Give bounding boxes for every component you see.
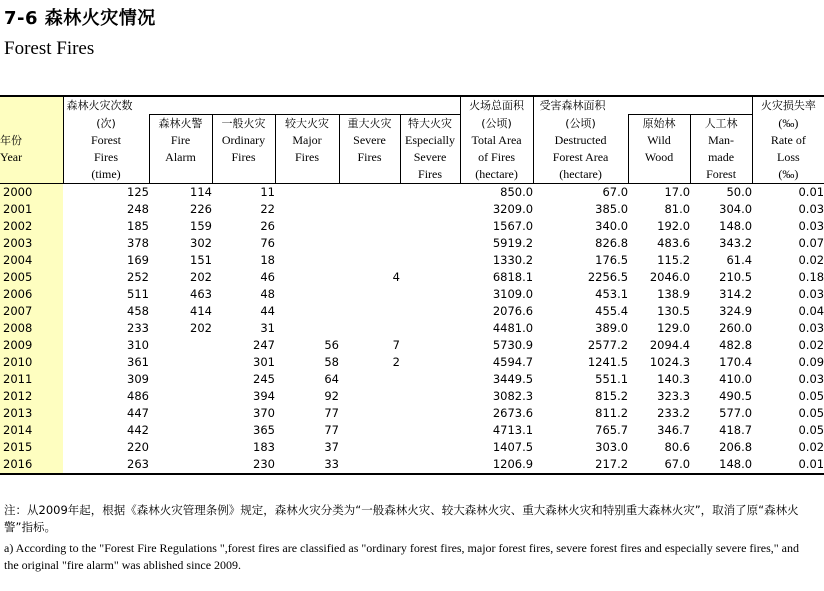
cell-major: 92: [324, 389, 339, 403]
header-alarm-en-2: Alarm: [149, 149, 212, 166]
table-row: [0, 184, 824, 202]
cell-total-area: 3449.5: [492, 372, 534, 386]
header-fires-group: 森林火灾次数: [63, 96, 460, 115]
cell-manmade: 490.5: [719, 389, 753, 403]
cell-total-area: 850.0: [500, 185, 534, 199]
cell-severe: [339, 456, 400, 474]
row-year: 2007: [0, 303, 63, 320]
cell-loss: 0.02: [798, 338, 824, 352]
cell-major: 56: [324, 338, 339, 352]
cell-severe: [339, 320, 400, 337]
cell-wild: 115.2: [657, 253, 691, 267]
cell-especially: [400, 337, 460, 354]
header-fires-en-1: Forest: [63, 132, 149, 149]
cell-fires: 169: [127, 253, 149, 267]
cell-severe: [339, 303, 400, 320]
cell-loss: 0.03: [798, 372, 824, 386]
table-body: [0, 184, 824, 475]
header-loss-en-3: (‰): [752, 166, 824, 184]
cell-loss: 0.03: [798, 321, 824, 335]
page-title-en: Forest Fires: [4, 38, 95, 59]
header-ordinary-en-1: Ordinary: [212, 132, 275, 149]
cell-ordinary: 48: [260, 287, 275, 301]
cell-ordinary: 370: [253, 406, 275, 420]
row-year: 2001: [0, 201, 63, 218]
cell-fires: 486: [127, 389, 149, 403]
cell-ordinary: 247: [253, 338, 275, 352]
header-alarm-en-1: Fire: [149, 132, 212, 149]
cell-especially: [400, 218, 460, 235]
cell-destructed: 455.4: [595, 304, 629, 318]
header-fires-en-3: (time): [63, 166, 149, 184]
header-especially-en-1: Especially: [400, 132, 460, 149]
header-total-area-unit-zh: (公顷): [460, 115, 533, 133]
cell-alarm: [149, 422, 212, 439]
table-row: [0, 456, 824, 474]
cell-especially: [400, 235, 460, 252]
cell-especially: [400, 371, 460, 388]
cell-wild: 192.0: [657, 219, 691, 233]
cell-major: 58: [324, 355, 339, 369]
cell-manmade: 482.8: [719, 338, 753, 352]
cell-manmade: 304.0: [719, 202, 753, 216]
cell-manmade: 314.2: [719, 287, 753, 301]
cell-fires: 125: [127, 185, 149, 199]
cell-destructed: 176.5: [595, 253, 629, 267]
cell-total-area: 1567.0: [492, 219, 534, 233]
header-manmade-en-2: made: [690, 149, 752, 166]
header-wild-en-1: Wild: [628, 132, 690, 149]
cell-major: [275, 218, 339, 235]
cell-major: [275, 269, 339, 286]
header-especially-en-2: Severe: [400, 149, 460, 166]
cell-major: [275, 320, 339, 337]
cell-destructed: 385.0: [595, 202, 629, 216]
cell-total-area: 4594.7: [492, 355, 534, 369]
cell-manmade: 170.4: [719, 355, 753, 369]
cell-wild: 17.0: [664, 185, 691, 199]
cell-manmade: 210.5: [719, 270, 753, 284]
cell-fires: 378: [127, 236, 149, 250]
cell-alarm: 463: [190, 287, 212, 301]
page-title-zh: 7-6 森林火灾情况: [4, 8, 156, 29]
cell-loss: 0.04: [798, 304, 824, 318]
cell-loss: 0.03: [798, 202, 824, 216]
cell-alarm: [149, 388, 212, 405]
cell-alarm: 226: [190, 202, 212, 216]
cell-total-area: 2076.6: [492, 304, 534, 318]
cell-major: [275, 201, 339, 218]
cell-ordinary: 18: [260, 253, 275, 267]
footnote-zh: 注：从2009年起，根据《森林火灾管理条例》规定，森林火灾分类为“一般森林火灾、较大森林火灾、重大森林火灾和特别重大森林火灾”，取消了原“森林火警”指标。: [4, 503, 799, 534]
header-major-zh: 较大火灾: [275, 115, 339, 133]
header-ordinary-zh: 一般火灾: [212, 115, 275, 133]
cell-wild: 81.0: [664, 202, 691, 216]
row-year: 2006: [0, 286, 63, 303]
cell-loss: 0.07: [798, 236, 824, 250]
cell-major: 77: [324, 423, 339, 437]
header-severe-zh: 重大火灾: [339, 115, 400, 133]
cell-destructed: 765.7: [595, 423, 629, 437]
cell-destructed: 340.0: [595, 219, 629, 233]
row-year: 2013: [0, 405, 63, 422]
cell-fires: 220: [127, 440, 149, 454]
row-year: 2005: [0, 269, 63, 286]
cell-especially: [400, 439, 460, 456]
header-major-en-1: Major: [275, 132, 339, 149]
header-ordinary-en-2: Fires: [212, 149, 275, 166]
table-row: [0, 354, 824, 371]
cell-destructed: 389.0: [595, 321, 629, 335]
table-row: [0, 405, 824, 422]
cell-wild: 1024.3: [649, 355, 691, 369]
cell-total-area: 3082.3: [492, 389, 534, 403]
cell-wild: 67.0: [628, 456, 690, 474]
cell-manmade: 343.2: [719, 236, 753, 250]
cell-fires: 511: [127, 287, 149, 301]
cell-loss: 0.05: [798, 423, 824, 437]
cell-alarm: 114: [190, 185, 212, 199]
cell-alarm: [149, 337, 212, 354]
cell-ordinary: 26: [260, 219, 275, 233]
header-year-en: Year: [0, 149, 63, 166]
cell-alarm: [149, 371, 212, 388]
cell-fires: 361: [127, 355, 149, 369]
header-especially-en-3: Fires: [400, 166, 460, 184]
cell-ordinary: 245: [253, 372, 275, 386]
header-total-area-zh: 火场总面积: [460, 96, 533, 115]
cell-fires: 310: [127, 338, 149, 352]
cell-especially: [400, 388, 460, 405]
cell-severe: [339, 439, 400, 456]
header-wild-en-2: Wood: [628, 149, 690, 166]
table-row: [0, 235, 824, 252]
cell-manmade: 148.0: [690, 456, 752, 474]
header-fires-unit: (次): [63, 115, 149, 133]
cell-manmade: 50.0: [726, 185, 753, 199]
cell-especially: [400, 286, 460, 303]
cell-alarm: 202: [190, 270, 212, 284]
cell-wild: 80.6: [664, 440, 691, 454]
cell-manmade: 206.8: [719, 440, 753, 454]
cell-alarm: [149, 456, 212, 474]
row-year: 2008: [0, 320, 63, 337]
cell-ordinary: 365: [253, 423, 275, 437]
cell-wild: 138.9: [657, 287, 691, 301]
cell-severe: [339, 286, 400, 303]
cell-destructed: 551.1: [595, 372, 629, 386]
cell-alarm: 151: [190, 253, 212, 267]
cell-total-area: 1407.5: [492, 440, 534, 454]
cell-manmade: 577.0: [719, 406, 753, 420]
cell-fires: 458: [127, 304, 149, 318]
table-row: [0, 422, 824, 439]
cell-destructed: 1241.5: [587, 355, 629, 369]
cell-especially: [400, 405, 460, 422]
cell-wild: 2094.4: [649, 338, 691, 352]
header-severe-en-2: Fires: [339, 149, 400, 166]
cell-especially: [400, 456, 460, 474]
cell-total-area: 2673.6: [492, 406, 534, 420]
cell-severe: [339, 371, 400, 388]
cell-severe: [339, 422, 400, 439]
cell-fires: 248: [127, 202, 149, 216]
cell-wild: 130.5: [657, 304, 691, 318]
table-row: [0, 320, 824, 337]
cell-wild: 483.6: [657, 236, 691, 250]
cell-major: [275, 235, 339, 252]
header-total-area-en-2: of Fires: [460, 149, 533, 166]
row-year: 2014: [0, 422, 63, 439]
cell-severe: [339, 388, 400, 405]
table-header: [0, 96, 824, 184]
cell-destructed: 826.8: [595, 236, 629, 250]
cell-alarm: [149, 405, 212, 422]
cell-loss: 0.05: [798, 389, 824, 403]
cell-alarm: 414: [190, 304, 212, 318]
cell-fires: 252: [127, 270, 149, 284]
cell-destructed: 811.2: [595, 406, 629, 420]
cell-loss: 0.05: [798, 406, 824, 420]
cell-ordinary: 46: [260, 270, 275, 284]
cell-severe: [339, 405, 400, 422]
cell-severe: [339, 218, 400, 235]
row-year: 2003: [0, 235, 63, 252]
header-major-en-2: Fires: [275, 149, 339, 166]
cell-fires: 185: [127, 219, 149, 233]
cell-loss: 0.01: [798, 185, 824, 199]
cell-loss: 0.09: [798, 355, 824, 369]
header-alarm-zh: 森林火警: [149, 115, 212, 133]
cell-manmade: 410.0: [719, 372, 753, 386]
table-row: [0, 439, 824, 456]
header-destructed-unit-zh: (公顷): [533, 115, 628, 133]
cell-wild: 346.7: [657, 423, 691, 437]
cell-alarm: [149, 439, 212, 456]
cell-ordinary: 301: [253, 355, 275, 369]
cell-total-area: 4481.0: [492, 321, 534, 335]
header-loss-en-2: Loss: [752, 149, 824, 166]
cell-destructed: 2256.5: [587, 270, 629, 284]
row-year: 2000: [0, 184, 63, 202]
cell-severe: 4: [392, 270, 400, 284]
table-row: [0, 303, 824, 320]
cell-ordinary: 394: [253, 389, 275, 403]
cell-severe: [339, 184, 400, 202]
cell-loss: 0.01: [752, 456, 824, 474]
header-severe-en-1: Severe: [339, 132, 400, 149]
cell-destructed: 217.2: [533, 456, 628, 474]
cell-destructed: 67.0: [602, 185, 629, 199]
cell-total-area: 1206.9: [460, 456, 533, 474]
cell-major: 77: [324, 406, 339, 420]
row-year: 2016: [0, 456, 63, 474]
cell-total-area: 5730.9: [492, 338, 534, 352]
cell-total-area: 1330.2: [492, 253, 534, 267]
cell-severe: 2: [392, 355, 400, 369]
header-especially-zh: 特大火灾: [400, 115, 460, 133]
header-loss-group: 火灾损失率: [752, 96, 824, 115]
table-row: [0, 252, 824, 269]
cell-major: 33: [275, 456, 339, 474]
table-row: [0, 371, 824, 388]
row-year: 2010: [0, 354, 63, 371]
row-year: 2015: [0, 439, 63, 456]
cell-manmade: 61.4: [726, 253, 753, 267]
table-row: [0, 286, 824, 303]
cell-severe: [339, 201, 400, 218]
cell-manmade: 148.0: [719, 219, 753, 233]
header-loss-en-1: Rate of: [752, 132, 824, 149]
header-manmade-en-1: Man-: [690, 132, 752, 149]
header-loss-unit: (‰): [752, 115, 824, 133]
cell-destructed: 815.2: [595, 389, 629, 403]
cell-especially: [400, 320, 460, 337]
cell-especially: [400, 201, 460, 218]
cell-destructed: 2577.2: [587, 338, 629, 352]
cell-total-area: 5919.2: [492, 236, 534, 250]
cell-especially: [400, 269, 460, 286]
cell-alarm: 202: [190, 321, 212, 335]
cell-loss: 0.02: [798, 440, 824, 454]
footnote-en: a) According to the "Forest Fire Regulations ",forest fires are classified as "ordinary forest fires, major forest fires, severe forest fires and especially severe fires," and the original "fire alarm" was ablished since 2009.: [4, 541, 799, 572]
cell-ordinary: 44: [260, 304, 275, 318]
cell-especially: [400, 252, 460, 269]
header-wild-zh: 原始林: [628, 115, 690, 133]
cell-ordinary: 230: [212, 456, 275, 474]
cell-alarm: 159: [190, 219, 212, 233]
row-year: 2002: [0, 218, 63, 235]
cell-manmade: 324.9: [719, 304, 753, 318]
cell-ordinary: 22: [260, 202, 275, 216]
cell-fires: 309: [127, 372, 149, 386]
header-total-area-en-3: (hectare): [460, 166, 533, 184]
cell-wild: 2046.0: [649, 270, 691, 284]
cell-loss: 0.03: [798, 287, 824, 301]
header-fires-en-2: Fires: [63, 149, 149, 166]
row-year: 2012: [0, 388, 63, 405]
header-manmade-zh: 人工林: [690, 115, 752, 133]
cell-manmade: 418.7: [719, 423, 753, 437]
cell-wild: 323.3: [657, 389, 691, 403]
cell-alarm: 302: [190, 236, 212, 250]
header-year-zh: 年份: [0, 132, 63, 149]
cell-total-area: 4713.1: [492, 423, 534, 437]
cell-ordinary: 183: [253, 440, 275, 454]
cell-fires: 447: [127, 406, 149, 420]
header-destructed-en-1: Destructed: [533, 132, 628, 149]
table-row: [0, 388, 824, 405]
cell-total-area: 6818.1: [492, 270, 534, 284]
cell-especially: [400, 422, 460, 439]
row-year: 2009: [0, 337, 63, 354]
cell-total-area: 3109.0: [492, 287, 534, 301]
cell-alarm: [149, 354, 212, 371]
cell-ordinary: 76: [260, 236, 275, 250]
cell-loss: 0.02: [798, 253, 824, 267]
table-row: [0, 269, 824, 286]
cell-ordinary: 11: [260, 185, 275, 199]
cell-destructed: 303.0: [595, 440, 629, 454]
cell-loss: 0.18: [798, 270, 824, 284]
header-manmade-en-3: Forest: [690, 166, 752, 184]
cell-severe: 7: [392, 338, 400, 352]
table-row: [0, 218, 824, 235]
cell-ordinary: 31: [260, 321, 275, 335]
cell-severe: [339, 252, 400, 269]
header-destructed-group: 受害森林面积: [533, 96, 752, 115]
cell-loss: 0.03: [798, 219, 824, 233]
cell-total-area: 3209.0: [492, 202, 534, 216]
table-row: [0, 337, 824, 354]
cell-especially: [400, 354, 460, 371]
cell-wild: 129.0: [657, 321, 691, 335]
cell-destructed: 453.1: [595, 287, 629, 301]
cell-fires: 233: [127, 321, 149, 335]
header-destructed-en-3: (hectare): [533, 166, 628, 184]
cell-especially: [400, 184, 460, 202]
cell-major: [275, 252, 339, 269]
cell-major: [275, 184, 339, 202]
cell-fires: 263: [63, 456, 149, 474]
header-total-area-en-1: Total Area: [460, 132, 533, 149]
row-year: 2011: [0, 371, 63, 388]
row-year: 2004: [0, 252, 63, 269]
cell-major: 37: [324, 440, 339, 454]
cell-major: [275, 303, 339, 320]
cell-major: [275, 286, 339, 303]
header-destructed-en-2: Forest Area: [533, 149, 628, 166]
cell-especially: [400, 303, 460, 320]
cell-wild: 140.3: [657, 372, 691, 386]
table-row: [0, 201, 824, 218]
forest-fires-table: [0, 95, 824, 475]
cell-fires: 442: [127, 423, 149, 437]
cell-manmade: 260.0: [719, 321, 753, 335]
cell-severe: [339, 235, 400, 252]
cell-major: 64: [324, 372, 339, 386]
cell-wild: 233.2: [657, 406, 691, 420]
